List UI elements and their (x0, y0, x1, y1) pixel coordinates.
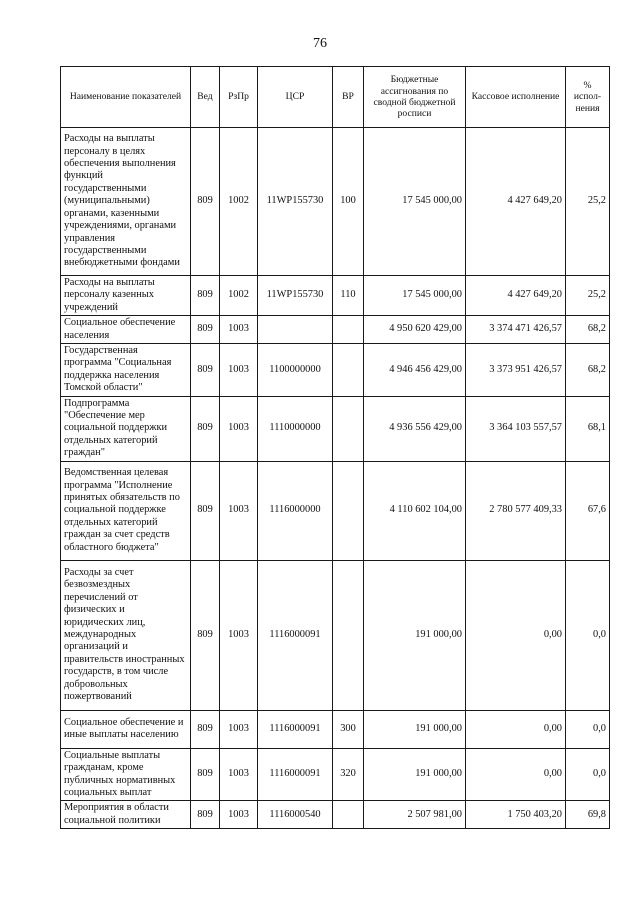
row-csr: 1116000091 (258, 748, 333, 801)
row-percent: 0,0 (566, 748, 610, 801)
row-vr: 110 (333, 276, 364, 316)
row-cash: 0,00 (466, 560, 566, 710)
row-csr: 11WP155730 (258, 128, 333, 276)
row-rzpr: 1002 (220, 128, 258, 276)
header-rzpr: РзПр (220, 67, 258, 128)
row-cash: 2 780 577 409,33 (466, 461, 566, 560)
row-cash: 0,00 (466, 748, 566, 801)
row-ved: 809 (191, 801, 220, 829)
row-percent: 0,0 (566, 560, 610, 710)
row-name: Мероприятия в области социальной политики (61, 801, 191, 829)
table-row (61, 396, 610, 461)
row-name: Ведомственная целевая программа "Исполнение принятых обязательств по социальной поддержке отдельных категорий граждан за счет средств областного бюджета" (61, 461, 191, 560)
row-csr: 1116000091 (258, 560, 333, 710)
row-csr: 1116000540 (258, 801, 333, 829)
row-cash: 3 364 103 557,57 (466, 396, 566, 461)
row-percent: 69,8 (566, 801, 610, 829)
row-percent: 67,6 (566, 461, 610, 560)
row-percent: 68,2 (566, 316, 610, 344)
table-row (61, 344, 610, 397)
page-number: 76 (313, 36, 327, 51)
row-csr: 1116000091 (258, 710, 333, 748)
row-vr: 320 (333, 748, 364, 801)
row-ved: 809 (191, 276, 220, 316)
row-vr (333, 344, 364, 397)
table-row (61, 801, 610, 829)
row-cash: 0,00 (466, 710, 566, 748)
row-rzpr: 1003 (220, 710, 258, 748)
row-percent: 25,2 (566, 128, 610, 276)
header-percent: % испол-нения (566, 67, 610, 128)
table-header-row (61, 67, 610, 128)
budget-execution-table (60, 66, 610, 829)
row-csr: 1110000000 (258, 396, 333, 461)
row-budget: 17 545 000,00 (364, 128, 466, 276)
row-rzpr: 1003 (220, 801, 258, 829)
row-percent: 68,1 (566, 396, 610, 461)
row-rzpr: 1003 (220, 396, 258, 461)
row-budget: 4 110 602 104,00 (364, 461, 466, 560)
row-name: Социальное обеспечение и иные выплаты населению (61, 710, 191, 748)
row-name: Государственная программа "Социальная поддержка населения Томской области" (61, 344, 191, 397)
row-ved: 809 (191, 461, 220, 560)
table-row (61, 461, 610, 560)
row-name: Расходы на выплаты персоналу казенных учреждений (61, 276, 191, 316)
row-vr (333, 316, 364, 344)
row-name: Социальные выплаты гражданам, кроме публичных нормативных социальных выплат (61, 748, 191, 801)
row-name: Расходы за счет безвозмездных перечислений от физических и юридических лиц, международных организаций и правительств иностранных государств, в том числе добровольных пожертвований (61, 560, 191, 710)
row-budget: 2 507 981,00 (364, 801, 466, 829)
row-ved: 809 (191, 396, 220, 461)
row-cash: 4 427 649,20 (466, 128, 566, 276)
table-row (61, 276, 610, 316)
row-name: Социальное обеспечение населения (61, 316, 191, 344)
row-ved: 809 (191, 710, 220, 748)
row-vr: 100 (333, 128, 364, 276)
row-budget: 4 946 456 429,00 (364, 344, 466, 397)
row-rzpr: 1002 (220, 276, 258, 316)
row-csr: 11WP155730 (258, 276, 333, 316)
row-percent: 25,2 (566, 276, 610, 316)
header-ved: Вед (191, 67, 220, 128)
row-cash: 1 750 403,20 (466, 801, 566, 829)
row-rzpr: 1003 (220, 316, 258, 344)
table-row (61, 560, 610, 710)
header-csr: ЦСР (258, 67, 333, 128)
row-csr: 1116000000 (258, 461, 333, 560)
row-vr (333, 560, 364, 710)
row-rzpr: 1003 (220, 344, 258, 397)
header-vr: ВР (333, 67, 364, 128)
row-rzpr: 1003 (220, 461, 258, 560)
header-budget: Бюджетные ассигнования по сводной бюджетной росписи (364, 67, 466, 128)
table-row (61, 128, 610, 276)
table-row (61, 710, 610, 748)
row-cash: 3 373 951 426,57 (466, 344, 566, 397)
row-ved: 809 (191, 560, 220, 710)
row-budget: 191 000,00 (364, 560, 466, 710)
row-vr: 300 (333, 710, 364, 748)
table-row (61, 316, 610, 344)
row-csr (258, 316, 333, 344)
row-vr (333, 396, 364, 461)
row-csr: 1100000000 (258, 344, 333, 397)
row-ved: 809 (191, 316, 220, 344)
row-name: Расходы на выплаты персоналу в целях обеспечения выполнения функций государственными (муниципальными) органами, казенными учреждениями, органами управления государственными внебюджетными фондами (61, 128, 191, 276)
row-percent: 0,0 (566, 710, 610, 748)
row-ved: 809 (191, 344, 220, 397)
row-percent: 68,2 (566, 344, 610, 397)
row-budget: 17 545 000,00 (364, 276, 466, 316)
row-cash: 3 374 471 426,57 (466, 316, 566, 344)
row-budget: 191 000,00 (364, 748, 466, 801)
row-vr (333, 801, 364, 829)
row-budget: 4 936 556 429,00 (364, 396, 466, 461)
row-rzpr: 1003 (220, 560, 258, 710)
header-cash: Кассовое исполнение (466, 67, 566, 128)
row-name: Подпрограмма "Обеспечение мер социальной поддержки отдельных категорий граждан" (61, 396, 191, 461)
row-rzpr: 1003 (220, 748, 258, 801)
row-vr (333, 461, 364, 560)
row-budget: 191 000,00 (364, 710, 466, 748)
row-ved: 809 (191, 128, 220, 276)
row-budget: 4 950 620 429,00 (364, 316, 466, 344)
row-cash: 4 427 649,20 (466, 276, 566, 316)
table-row (61, 748, 610, 801)
row-ved: 809 (191, 748, 220, 801)
header-name: Наименование показателей (61, 67, 191, 128)
